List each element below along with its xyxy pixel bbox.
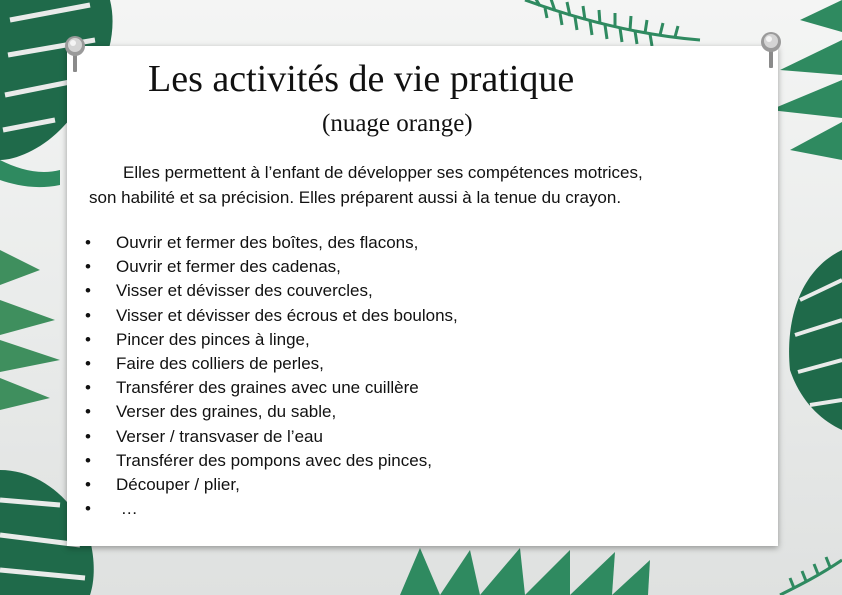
palm-leaf-left xyxy=(0,250,60,410)
bullet-icon: • xyxy=(85,450,91,470)
bullet-icon: • xyxy=(85,305,91,325)
bullet-icon: • xyxy=(85,402,91,422)
intro-line-1: Elles permettent à l’enfant de développer ses compétences motrices, xyxy=(123,163,643,182)
bullet-icon: • xyxy=(85,474,91,494)
list-item xyxy=(84,279,458,303)
intro-paragraph xyxy=(89,160,759,210)
list-item-text: … xyxy=(116,499,138,519)
palm-leaf-top-right xyxy=(770,0,842,160)
list-item xyxy=(84,400,458,424)
monstera-leaf-right xyxy=(789,250,842,430)
bullet-icon: • xyxy=(85,329,91,349)
slide-subtitle: (nuage orange) xyxy=(322,110,473,137)
list-item xyxy=(84,376,458,400)
list-item-text: Visser et dévisser des couvercles, xyxy=(116,281,373,301)
list-item xyxy=(84,425,458,449)
list-item-text: Pincer des pinces à linge, xyxy=(116,329,310,349)
list-item-text: Découper / plier, xyxy=(116,474,240,494)
bullet-icon: • xyxy=(85,378,91,398)
list-item-text: Transférer des pompons avec des pinces, xyxy=(116,450,432,470)
list-item xyxy=(84,255,458,279)
list-item xyxy=(84,231,458,255)
bullet-icon: • xyxy=(85,426,91,446)
list-item-text: Ouvrir et fermer des cadenas, xyxy=(116,257,341,277)
list-item-text: Faire des colliers de perles, xyxy=(116,353,324,373)
list-item-text: Verser des graines, du sable, xyxy=(116,402,337,422)
list-item xyxy=(84,449,458,473)
bullet-icon: • xyxy=(85,353,91,373)
fern-leaf-bottom-right xyxy=(780,557,842,595)
bullet-icon: • xyxy=(85,499,91,519)
list-item xyxy=(84,304,458,328)
list-item xyxy=(84,352,458,376)
list-item xyxy=(84,497,458,521)
list-item-text: Ouvrir et fermer des boîtes, des flacons, xyxy=(116,233,419,252)
list-item-text: Visser et dévisser des écrous et des boulons, xyxy=(116,305,458,325)
list-item-text: Verser / transvaser de l’eau xyxy=(116,426,323,446)
bullet-icon: • xyxy=(85,281,91,301)
bullet-icon: • xyxy=(85,257,91,277)
activity-list xyxy=(84,231,458,521)
list-item-text: Transférer des graines avec une cuillère xyxy=(116,378,419,398)
pushpin-icon xyxy=(758,30,784,70)
pushpin-icon xyxy=(62,34,88,74)
list-item xyxy=(84,473,458,497)
bullet-icon: • xyxy=(85,233,91,252)
list-item xyxy=(84,328,458,352)
slide-title: Les activités de vie pratique xyxy=(148,58,575,100)
intro-line-2: son habilité et sa précision. Elles préparent aussi à la tenue du crayon. xyxy=(89,188,622,207)
fern-leaf-top xyxy=(525,0,700,46)
palm-leaf-bottom xyxy=(400,548,650,595)
